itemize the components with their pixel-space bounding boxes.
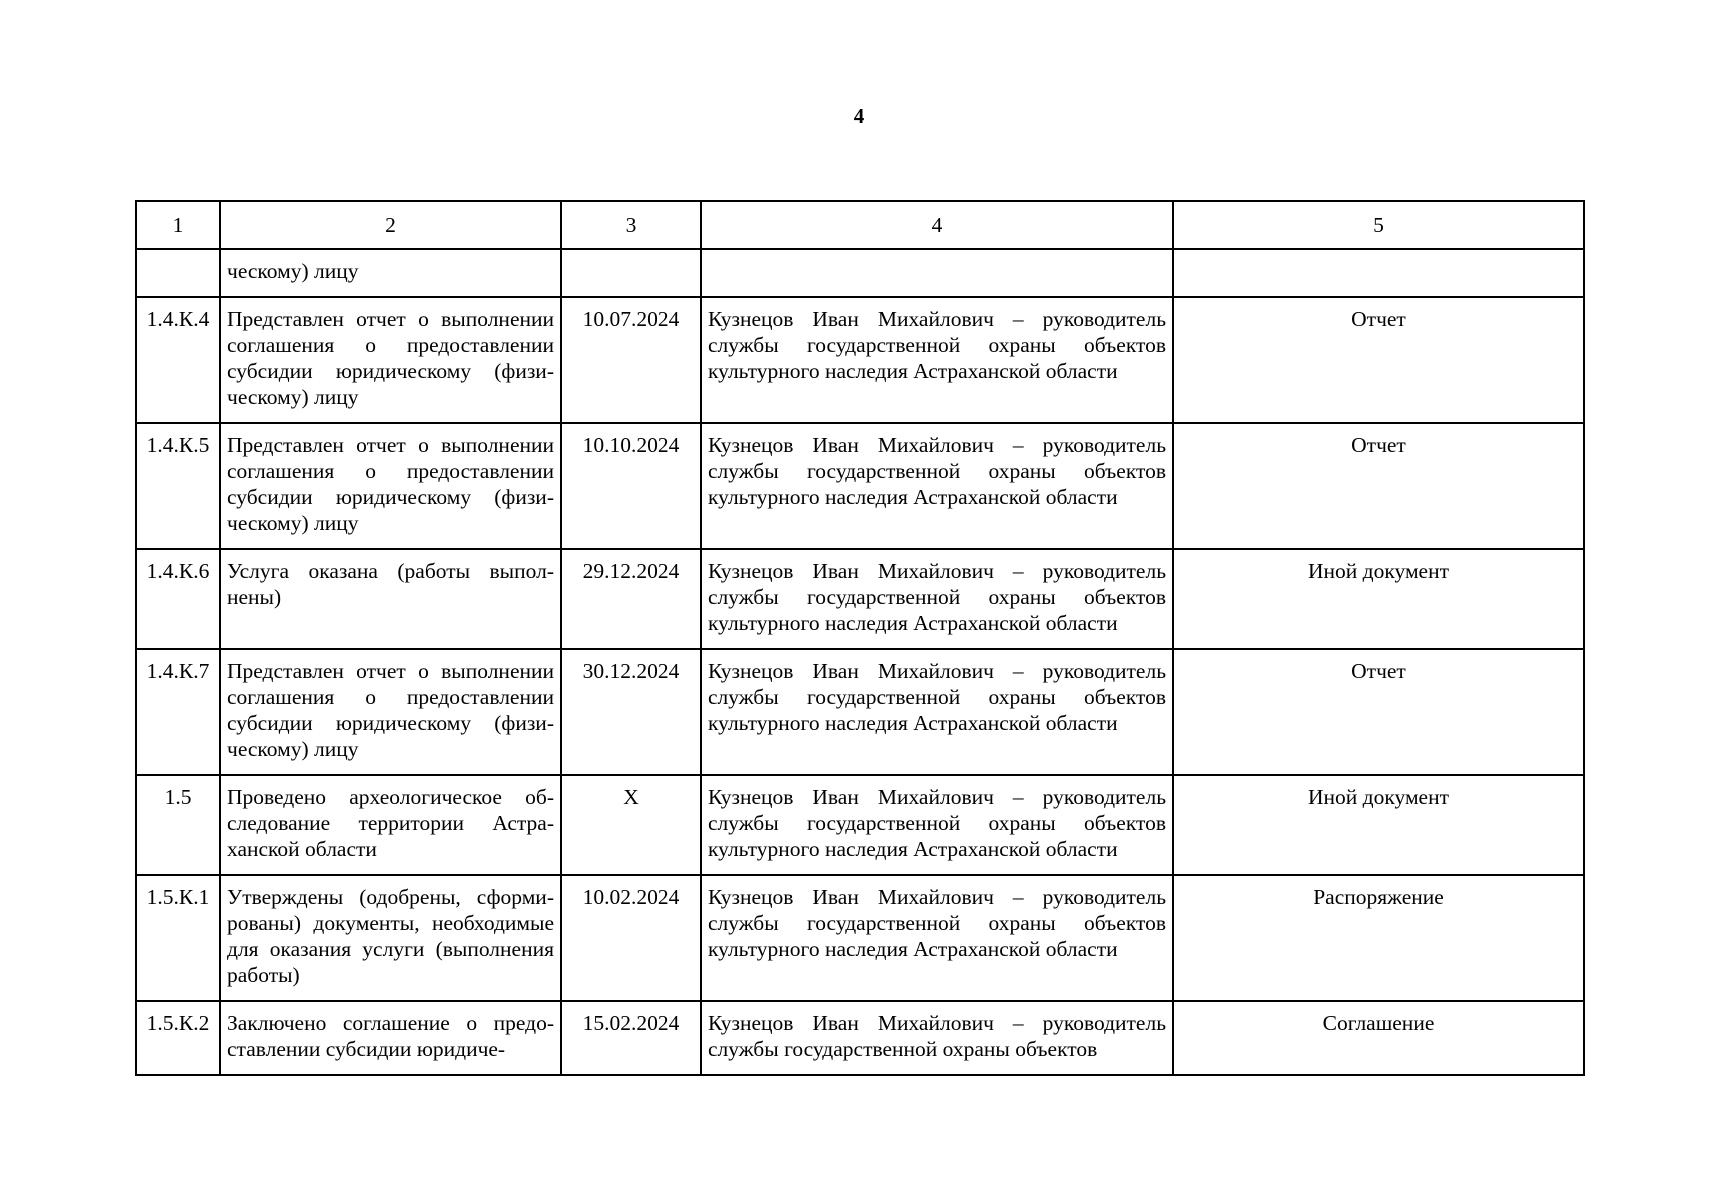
- cell-num: 1.4.К.7: [136, 649, 220, 775]
- cell-document: [1173, 249, 1584, 297]
- cell-event: Представлен отчет о выполнении соглашения о предоставлении субсидии юридическому (физическому) лицу: [220, 297, 561, 423]
- cell-date: 30.12.2024: [561, 649, 701, 775]
- column-header: 5: [1173, 201, 1584, 249]
- cell-num: 1.5.К.2: [136, 1001, 220, 1075]
- cell-event: Представлен отчет о выполнении соглашения о предоставлении субсидии юридическому (физическому) лицу: [220, 423, 561, 549]
- cell-document: Отчет: [1173, 423, 1584, 549]
- table-row: [136, 649, 1584, 775]
- cell-document: Отчет: [1173, 297, 1584, 423]
- table-row: [136, 875, 1584, 1001]
- page-number: 4: [853, 104, 865, 128]
- table-row: [136, 297, 1584, 423]
- column-header: 2: [220, 201, 561, 249]
- cell-event: Проведено археологическое обследование территории Астраханской области: [220, 775, 561, 875]
- cell-responsible: Кузнецов Иван Михайлович – руководитель службы государственной охраны объектов культурного наследия Астраханской области: [701, 297, 1173, 423]
- cell-date: 10.10.2024: [561, 423, 701, 549]
- cell-responsible: [701, 249, 1173, 297]
- cell-date: 29.12.2024: [561, 549, 701, 649]
- cell-date: [561, 249, 701, 297]
- cell-date: 15.02.2024: [561, 1001, 701, 1075]
- cell-document: Иной документ: [1173, 775, 1584, 875]
- cell-document: Распоряжение: [1173, 875, 1584, 1001]
- cell-num: 1.4.К.4: [136, 297, 220, 423]
- cell-responsible: Кузнецов Иван Михайлович – руководитель службы государственной охраны объектов культурного наследия Астраханской области: [701, 875, 1173, 1001]
- cell-event: ческому) лицу: [220, 249, 561, 297]
- column-header: 1: [136, 201, 220, 249]
- cell-document: Отчет: [1173, 649, 1584, 775]
- cell-num: 1.5.К.1: [136, 875, 220, 1001]
- cell-document: Соглашение: [1173, 1001, 1584, 1075]
- table-row: [136, 423, 1584, 549]
- column-header: 4: [701, 201, 1173, 249]
- table-row: [136, 775, 1584, 875]
- cell-responsible: Кузнецов Иван Михайлович – руководитель службы государственной охраны объектов: [701, 1001, 1173, 1075]
- plan-table: [135, 200, 1585, 1076]
- column-header: 3: [561, 201, 701, 249]
- cell-num: 1.5: [136, 775, 220, 875]
- cell-event: Представлен отчет о выполнении соглашения о предоставлении субсидии юридическому (физическому) лицу: [220, 649, 561, 775]
- cell-document: Иной документ: [1173, 549, 1584, 649]
- cell-num: [136, 249, 220, 297]
- cell-date: X: [561, 775, 701, 875]
- table-row-continuation: [136, 249, 1584, 297]
- cell-responsible: Кузнецов Иван Михайлович – руководитель службы государственной охраны объектов культурного наследия Астраханской области: [701, 549, 1173, 649]
- table-header-row: [136, 201, 1584, 249]
- cell-responsible: Кузнецов Иван Михайлович – руководитель службы государственной охраны объектов культурного наследия Астраханской области: [701, 423, 1173, 549]
- cell-date: 10.02.2024: [561, 875, 701, 1001]
- cell-event: Заключено соглашение о предоставлении субсидии юридиче-: [220, 1001, 561, 1075]
- cell-responsible: Кузнецов Иван Михайлович – руководитель службы государственной охраны объектов культурного наследия Астраханской области: [701, 775, 1173, 875]
- cell-date: 10.07.2024: [561, 297, 701, 423]
- cell-num: 1.4.К.6: [136, 549, 220, 649]
- table-row: [136, 1001, 1584, 1075]
- cell-responsible: Кузнецов Иван Михайлович – руководитель службы государственной охраны объектов культурного наследия Астраханской области: [701, 649, 1173, 775]
- cell-num: 1.4.К.5: [136, 423, 220, 549]
- cell-event: Утверждены (одобрены, сформированы) документы, необходимые для оказания услуги (выполнения работы): [220, 875, 561, 1001]
- table-row: [136, 549, 1584, 649]
- cell-event: Услуга оказана (работы выполнены): [220, 549, 561, 649]
